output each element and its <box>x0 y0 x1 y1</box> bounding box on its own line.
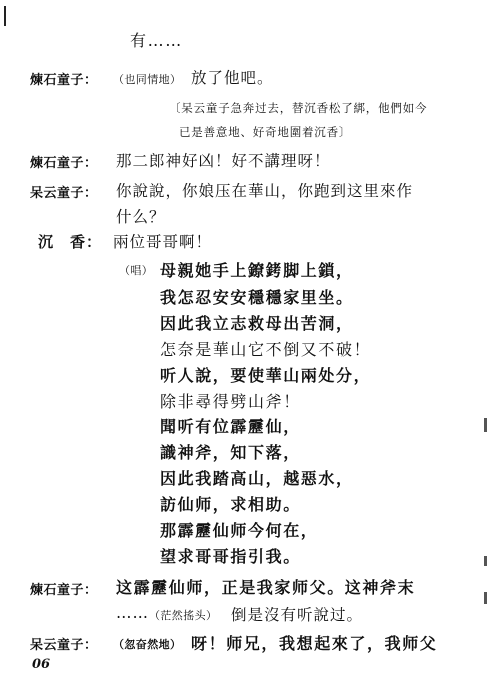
speaker-label: 沉 香： <box>38 233 103 251</box>
verse-line: 那霹靂仙师今何在， <box>160 521 319 540</box>
verse-line: 母親她手上鐐銬脚上鎖， <box>160 261 354 280</box>
verse-line: 訪仙师，求相助。 <box>160 495 301 514</box>
speaker-label: 煉石童子： <box>30 156 98 171</box>
verse-line: 我怎忍安安穩穩家里坐。 <box>160 288 354 307</box>
speaker-label: 呆云童子： <box>30 638 98 653</box>
speaker-label: 煉石童子： <box>30 73 98 88</box>
verse-line: 听人說，要使華山兩处分， <box>160 366 372 385</box>
dialogue-line: 什么？ <box>116 208 166 226</box>
speaker-label: 煉石童子： <box>30 583 98 598</box>
stage-direction: （唱） <box>119 264 154 277</box>
dialogue-line: 兩位哥哥啊！ <box>113 233 213 251</box>
dialogue-line: 你說說，你娘压在華山，你跑到这里來作 <box>116 182 414 200</box>
verse-line: 識神斧，知下落， <box>160 443 301 462</box>
dialogue-line: 那二郎神好凶！好不講理呀！ <box>116 152 331 170</box>
verse-line: 怎奈是華山它不倒又不破！ <box>160 340 372 359</box>
verse-line: 望求哥哥指引我。 <box>160 547 301 566</box>
page-edge-mark <box>484 556 487 566</box>
page-number: 06 <box>32 657 51 672</box>
speaker-label: 呆云童子： <box>30 186 98 201</box>
dialogue-line: 放了他吧。 <box>191 69 274 87</box>
dialogue-line: 这霹靂仙师，正是我家师父。这神斧末 <box>116 578 416 597</box>
stage-direction: （茫然搖头） <box>149 609 218 622</box>
verse-line: 除非尋得劈山斧！ <box>160 392 301 411</box>
verse-line: 聞听有位霹靂仙， <box>160 417 301 436</box>
page-edge-mark <box>484 592 487 604</box>
dialogue-line: 呀！师兄，我想起來了，我师父 <box>191 634 438 653</box>
stage-direction: 〔呆云童子急奔过去，替沉香松了綁，他們如今 <box>169 101 428 115</box>
stage-direction: （忽奋然地） <box>113 638 182 651</box>
dialogue-line: 有…… <box>130 31 183 50</box>
page-edge-mark <box>484 418 487 432</box>
stage-direction: （也同情地） <box>113 73 182 86</box>
dialogue-line: …… <box>116 604 149 622</box>
verse-line: 因此我立志救母出苦洞， <box>160 314 354 333</box>
page-edge-mark <box>4 6 6 26</box>
verse-line: 因此我踏高山，越惡水， <box>160 469 354 488</box>
dialogue-line: 倒是沒有听說过。 <box>231 606 364 624</box>
stage-direction: 已是善意地、好奇地圍着沉香〕 <box>179 125 352 139</box>
